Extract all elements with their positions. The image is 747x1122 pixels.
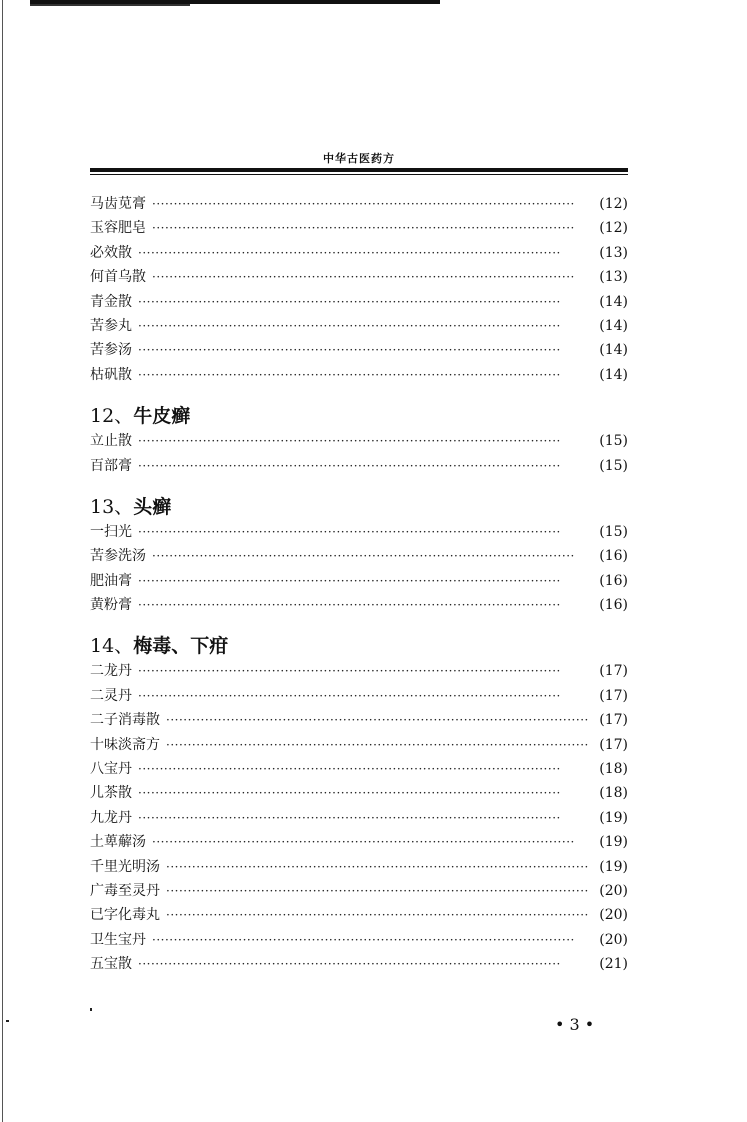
- toc-entry[interactable]: [90, 290, 628, 314]
- toc-entry[interactable]: [90, 192, 628, 216]
- dot-leader: ··································································································: [138, 367, 561, 382]
- entry-name: 广毒至灵丹: [90, 882, 160, 899]
- dot-leader: ··································································································: [152, 221, 575, 236]
- entry-page: (15): [599, 523, 628, 540]
- entry-page: (20): [599, 907, 628, 924]
- entry-page: (14): [599, 293, 628, 310]
- toc-entry[interactable]: [90, 928, 628, 952]
- dot-leader: ··································································································: [138, 810, 561, 825]
- section-number: 14、: [90, 635, 134, 658]
- entry-page: (20): [599, 931, 628, 948]
- entry-page: (17): [599, 736, 628, 753]
- entry-name: 二龙丹: [90, 663, 132, 680]
- entry-page: (18): [599, 785, 628, 802]
- section-number: 12、: [90, 405, 134, 428]
- toc-section-12: [90, 403, 628, 478]
- entry-name: 八宝丹: [90, 761, 132, 778]
- toc-entry[interactable]: [90, 338, 628, 362]
- section-title: 牛皮癣: [133, 405, 191, 428]
- entry-name: 一扫光: [90, 523, 132, 540]
- scan-speck: [90, 1008, 92, 1011]
- entry-name: 千里光明汤: [90, 858, 160, 875]
- dot-leader: ··································································································: [138, 458, 561, 473]
- dot-leader: ··································································································: [138, 762, 561, 777]
- dot-leader: ··································································································: [138, 434, 561, 449]
- dot-leader: ··································································································: [138, 245, 561, 260]
- entry-page: (16): [599, 597, 628, 614]
- table-of-contents: [90, 192, 628, 977]
- toc-entry[interactable]: [90, 363, 628, 387]
- entry-page: (17): [599, 712, 628, 729]
- entry-name: 二灵丹: [90, 687, 132, 704]
- entry-name: 马齿苋膏: [90, 196, 146, 212]
- entry-name: 何首乌散: [90, 269, 146, 286]
- toc-entry[interactable]: [90, 684, 628, 708]
- dot-leader: ··································································································: [166, 713, 589, 728]
- section-title: 梅毒、下疳: [133, 635, 229, 658]
- entry-name: 苦参洗汤: [90, 548, 146, 565]
- toc-entry[interactable]: [90, 429, 628, 453]
- toc-entry[interactable]: [90, 830, 628, 854]
- toc-entry[interactable]: [90, 593, 628, 617]
- dot-leader: ··································································································: [152, 932, 575, 947]
- toc-entry[interactable]: [90, 454, 628, 478]
- entry-page: (14): [599, 317, 628, 334]
- toc-entry[interactable]: [90, 544, 628, 568]
- entry-name: 苦参汤: [90, 342, 132, 359]
- entry-page: (18): [599, 761, 628, 778]
- entry-name: 卫生宝丹: [90, 931, 146, 948]
- dot-leader: ··································································································: [138, 664, 561, 679]
- entry-name: 肥油膏: [90, 572, 132, 589]
- entry-page: (14): [599, 366, 628, 383]
- entry-name: 土萆薢汤: [90, 834, 146, 851]
- dot-leader: ··································································································: [152, 197, 575, 211]
- dot-leader: ··································································································: [138, 688, 561, 703]
- dot-leader: ··································································································: [138, 786, 561, 801]
- entry-page: (16): [599, 548, 628, 565]
- entry-name: 九龙丹: [90, 809, 132, 826]
- dot-leader: ··································································································: [166, 908, 589, 923]
- entry-name: 已字化毒丸: [90, 907, 160, 924]
- entry-name: 百部膏: [90, 457, 132, 474]
- entry-page: (19): [599, 858, 628, 875]
- dot-leader: ··································································································: [138, 524, 561, 539]
- scan-top-bar-thin: [30, 4, 190, 6]
- toc-section-13: [90, 494, 628, 618]
- entry-page: (17): [599, 687, 628, 704]
- entry-page: (14): [599, 342, 628, 359]
- entry-page: (15): [599, 433, 628, 450]
- dot-leader: ··································································································: [138, 294, 561, 309]
- toc-entry[interactable]: [90, 241, 628, 265]
- entry-page: (16): [599, 572, 628, 589]
- page-number: • 3 •: [555, 1015, 595, 1034]
- entry-name: 必效散: [90, 244, 132, 261]
- entry-page: (12): [599, 196, 628, 212]
- toc-entry[interactable]: [90, 659, 628, 683]
- scan-speck: [6, 1020, 9, 1022]
- section-heading: [90, 494, 628, 520]
- entry-name: 黄粉膏: [90, 597, 132, 614]
- entry-page: (21): [599, 956, 628, 973]
- dot-leader: ··································································································: [166, 883, 589, 898]
- entry-page: (13): [599, 269, 628, 286]
- dot-leader: ··································································································: [152, 270, 575, 285]
- entry-page: (15): [599, 457, 628, 474]
- entry-name: 二子消毒散: [90, 712, 160, 729]
- entry-page: (12): [599, 220, 628, 237]
- toc-entry[interactable]: [90, 952, 628, 976]
- dot-leader: ··································································································: [138, 957, 561, 972]
- section-title: 头癣: [133, 495, 172, 518]
- toc-entry[interactable]: [90, 903, 628, 927]
- entry-name: 五宝散: [90, 956, 132, 973]
- dot-leader: ··································································································: [166, 737, 589, 752]
- entry-name: 枯矾散: [90, 366, 132, 383]
- toc-entry[interactable]: [90, 569, 628, 593]
- scan-edge-line: [2, 0, 3, 1122]
- dot-leader: ··································································································: [152, 835, 575, 850]
- entry-page: (19): [599, 809, 628, 826]
- section-heading: [90, 633, 628, 659]
- entry-name: 青金散: [90, 293, 132, 310]
- dot-leader: ··································································································: [138, 573, 561, 588]
- toc-entry[interactable]: [90, 708, 628, 732]
- dot-leader: ··································································································: [152, 549, 575, 564]
- entry-page: (20): [599, 882, 628, 899]
- toc-entry[interactable]: [90, 879, 628, 903]
- header-rule-thin: [90, 174, 628, 175]
- toc-entry[interactable]: [90, 806, 628, 830]
- dot-leader: ··································································································: [138, 318, 561, 333]
- toc-entry[interactable]: [90, 757, 628, 781]
- entry-page: (13): [599, 244, 628, 261]
- dot-leader: ··································································································: [138, 343, 561, 358]
- section-number: 13、: [90, 495, 134, 518]
- section-heading: [90, 403, 628, 429]
- entry-name: 苦参丸: [90, 317, 132, 334]
- entry-name: 玉容肥皂: [90, 220, 146, 237]
- toc-entry[interactable]: [90, 781, 628, 805]
- toc-entry[interactable]: [90, 216, 628, 240]
- dot-leader: ··································································································: [138, 598, 561, 613]
- entry-page: (19): [599, 834, 628, 851]
- toc-group-continued: [90, 192, 628, 387]
- toc-entry[interactable]: [90, 520, 628, 544]
- dot-leader: ··································································································: [166, 859, 589, 874]
- toc-entry[interactable]: [90, 265, 628, 289]
- entry-name: 立止散: [90, 433, 132, 450]
- toc-entry[interactable]: [90, 733, 628, 757]
- entry-page: (17): [599, 663, 628, 680]
- entry-name: 儿茶散: [90, 785, 132, 802]
- toc-entry[interactable]: [90, 855, 628, 879]
- toc-section-14: [90, 633, 628, 976]
- running-header: 中华古医药方: [323, 152, 395, 165]
- toc-entry[interactable]: [90, 314, 628, 338]
- header-rule-thick: [90, 168, 628, 172]
- entry-name: 十味淡斋方: [90, 736, 160, 753]
